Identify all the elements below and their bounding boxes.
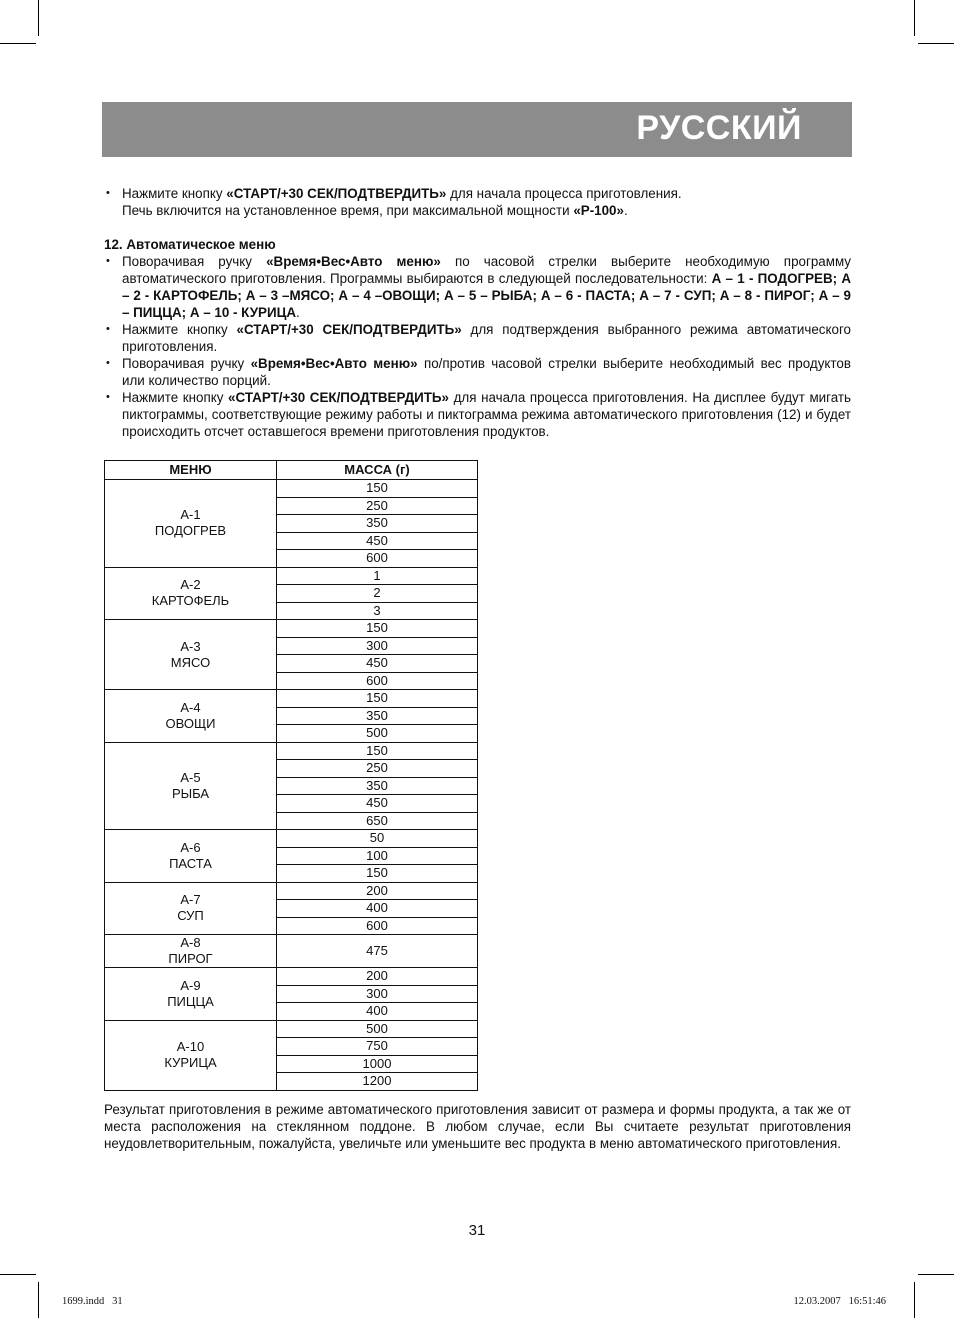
text: для начала процесса приготовления. [446,186,682,201]
mass-value: 600 [277,917,478,935]
mass-value: 1200 [277,1073,478,1091]
crop-mark [0,1274,36,1275]
program-sequence: А – 1 - ПОДОГРЕВ; А – 2 - КАРТОФЕЛЬ; А – 3 –МЯСО; А – 4 –ОВОЩИ; А – 5 – РЫБА; А – 6 - ПАСТА; А – 7 - СУП; А – 8 - ПИРОГ; А – 9 – ПИЦЦА; А – 10 - КУРИЦА [122,271,851,320]
table-header-row [105,461,478,480]
crop-mark [0,43,36,44]
mass-value: 100 [277,847,478,865]
menu-program-cell [105,968,277,1021]
table-row [105,968,478,986]
language-title: РУССКИЙ [636,109,802,147]
mass-value: 150 [277,690,478,708]
text: по/против часовой стрелки выберите необходимый вес продуктов или количество порций. [122,356,851,388]
program-code: А-1 [180,507,201,523]
column-header-menu: МЕНЮ [105,461,277,480]
program-code: А-2 [180,577,201,593]
power-level: «Р-100» [573,203,624,218]
program-name: ПИРОГ [168,951,213,966]
mass-value: 200 [277,968,478,986]
intro-bullet [104,185,851,219]
table-row [105,935,478,968]
crop-mark [914,0,915,36]
bullet-select-program [104,253,851,321]
mass-value: 450 [277,655,478,673]
mass-value: 3 [277,602,478,620]
menu-program-cell [105,480,277,568]
footer-file-info: 1699.indd 31 [62,1296,123,1307]
program-name: СУП [177,908,204,924]
text: для начала процесса приготовления. На дисплее будут мигать пиктограммы, соответствующие режиму работы и пиктограмма режима автоматического приготовления (12) и будет происходить отсчет оставшегося времени приготовления продуктов. [122,390,851,439]
table-row [105,1020,478,1038]
menu-program-cell [105,567,277,620]
mass-value: 450 [277,795,478,813]
instructions [104,185,851,440]
program-code: А-6 [180,839,201,855]
menu-program-cell [105,742,277,830]
table-row [105,882,478,900]
mass-value: 500 [277,725,478,743]
program-name: ОВОЩИ [165,715,216,731]
table-row [105,690,478,708]
table-row [105,620,478,638]
mass-value: 200 [277,882,478,900]
crop-mark [914,1282,915,1318]
menu-program-cell [105,830,277,883]
mass-value: 2 [277,585,478,603]
mass-value: 500 [277,1020,478,1038]
mass-value: 650 [277,812,478,830]
mass-value: 300 [277,985,478,1003]
program-name: ПАСТА [169,855,212,871]
text: для подтверждения выбранного режима автоматического приготовления. [122,322,851,354]
program-code: А-10 [176,1039,205,1054]
button-name: «СТАРТ/+30 СЕК/ПОДТВЕРДИТЬ» [236,322,462,337]
table-row [105,567,478,585]
mass-value: 475 [277,935,478,968]
mass-value: 250 [277,497,478,515]
crop-mark [918,43,954,44]
footer-timestamp: 12.03.2007 16:51:46 [793,1296,886,1307]
button-name: «СТАРТ/+30 СЕК/ПОДТВЕРДИТЬ» [228,390,449,405]
bullet-confirm [104,321,851,355]
program-name: КАРТОФЕЛЬ [151,593,230,609]
mass-value: 1000 [277,1055,478,1073]
crop-mark [38,0,39,36]
mass-value: 50 [277,830,478,848]
program-code: А-4 [180,699,201,715]
mass-value: 350 [277,777,478,795]
bullet-select-weight [104,355,851,389]
text: Поворачивая ручку [122,254,267,269]
mass-value: 350 [277,515,478,533]
program-name: КУРИЦА [164,1055,217,1070]
knob-name: «Время•Вес•Авто меню» [250,356,418,371]
mass-value: 450 [277,532,478,550]
column-header-mass: МАССА (г) [277,461,478,480]
table-row [105,480,478,498]
mass-value: 350 [277,707,478,725]
mass-value: 150 [277,480,478,498]
program-code: А-5 [180,769,201,785]
program-name: ПОДОГРЕВ [154,523,227,539]
mass-value: 600 [277,672,478,690]
menu-program-cell [105,1020,277,1090]
menu-program-cell [105,620,277,690]
text: Печь включится на установленное время, при максимальной мощности [122,203,574,218]
mass-value: 750 [277,1038,478,1056]
text: Нажмите кнопку [122,322,237,337]
result-note: Результат приготовления в режиме автоматического приготовления зависит от размера и формы продукта, а так же от места расположения на стеклянном поддоне. В любом случае, если Вы считаете результат приготовления неудовлетворительным, пожалуйста, увеличьте или уменьшите вес продукта в меню автоматического приготовления. [104,1102,851,1151]
crop-mark [918,1274,954,1275]
auto-menu-table [104,460,478,1091]
program-code: А-8 [180,935,201,950]
table-row [105,742,478,760]
table-row [105,830,478,848]
program-code: А-7 [180,892,201,908]
text: по часовой стрелки выберите необходимую программу автоматического приготовления. Программы выбираются в следующей последовательности: [122,254,851,286]
mass-value: 250 [277,760,478,778]
mass-value: 400 [277,1003,478,1021]
menu-program-cell [105,882,277,935]
mass-value: 400 [277,900,478,918]
program-name: ПИЦЦА [167,993,214,1009]
bullet-start [104,389,851,440]
language-header-bar [102,102,852,157]
text: Нажмите кнопку [122,390,229,405]
page-number: 31 [468,1222,486,1239]
menu-program-cell [105,935,277,968]
program-code: А-9 [180,977,201,993]
program-code: А-3 [180,638,201,654]
button-name: «СТАРТ/+30 СЕК/ПОДТВЕРДИТЬ» [226,186,447,201]
knob-name: «Время•Вес•Авто меню» [266,254,441,269]
program-name: МЯСО [170,654,211,670]
program-name: РЫБА [171,785,210,801]
text: . [623,203,628,218]
mass-value: 150 [277,620,478,638]
mass-value: 600 [277,550,478,568]
mass-value: 150 [277,865,478,883]
text: . [296,305,300,320]
menu-program-cell [105,690,277,743]
mass-value: 1 [277,567,478,585]
mass-value: 150 [277,742,478,760]
text: Поворачивая ручку [122,356,251,371]
table-body [105,480,478,1091]
crop-mark [38,1282,39,1318]
text: Нажмите кнопку [122,186,227,201]
section-title: 12. Автоматическое меню [104,237,276,252]
mass-value: 300 [277,637,478,655]
